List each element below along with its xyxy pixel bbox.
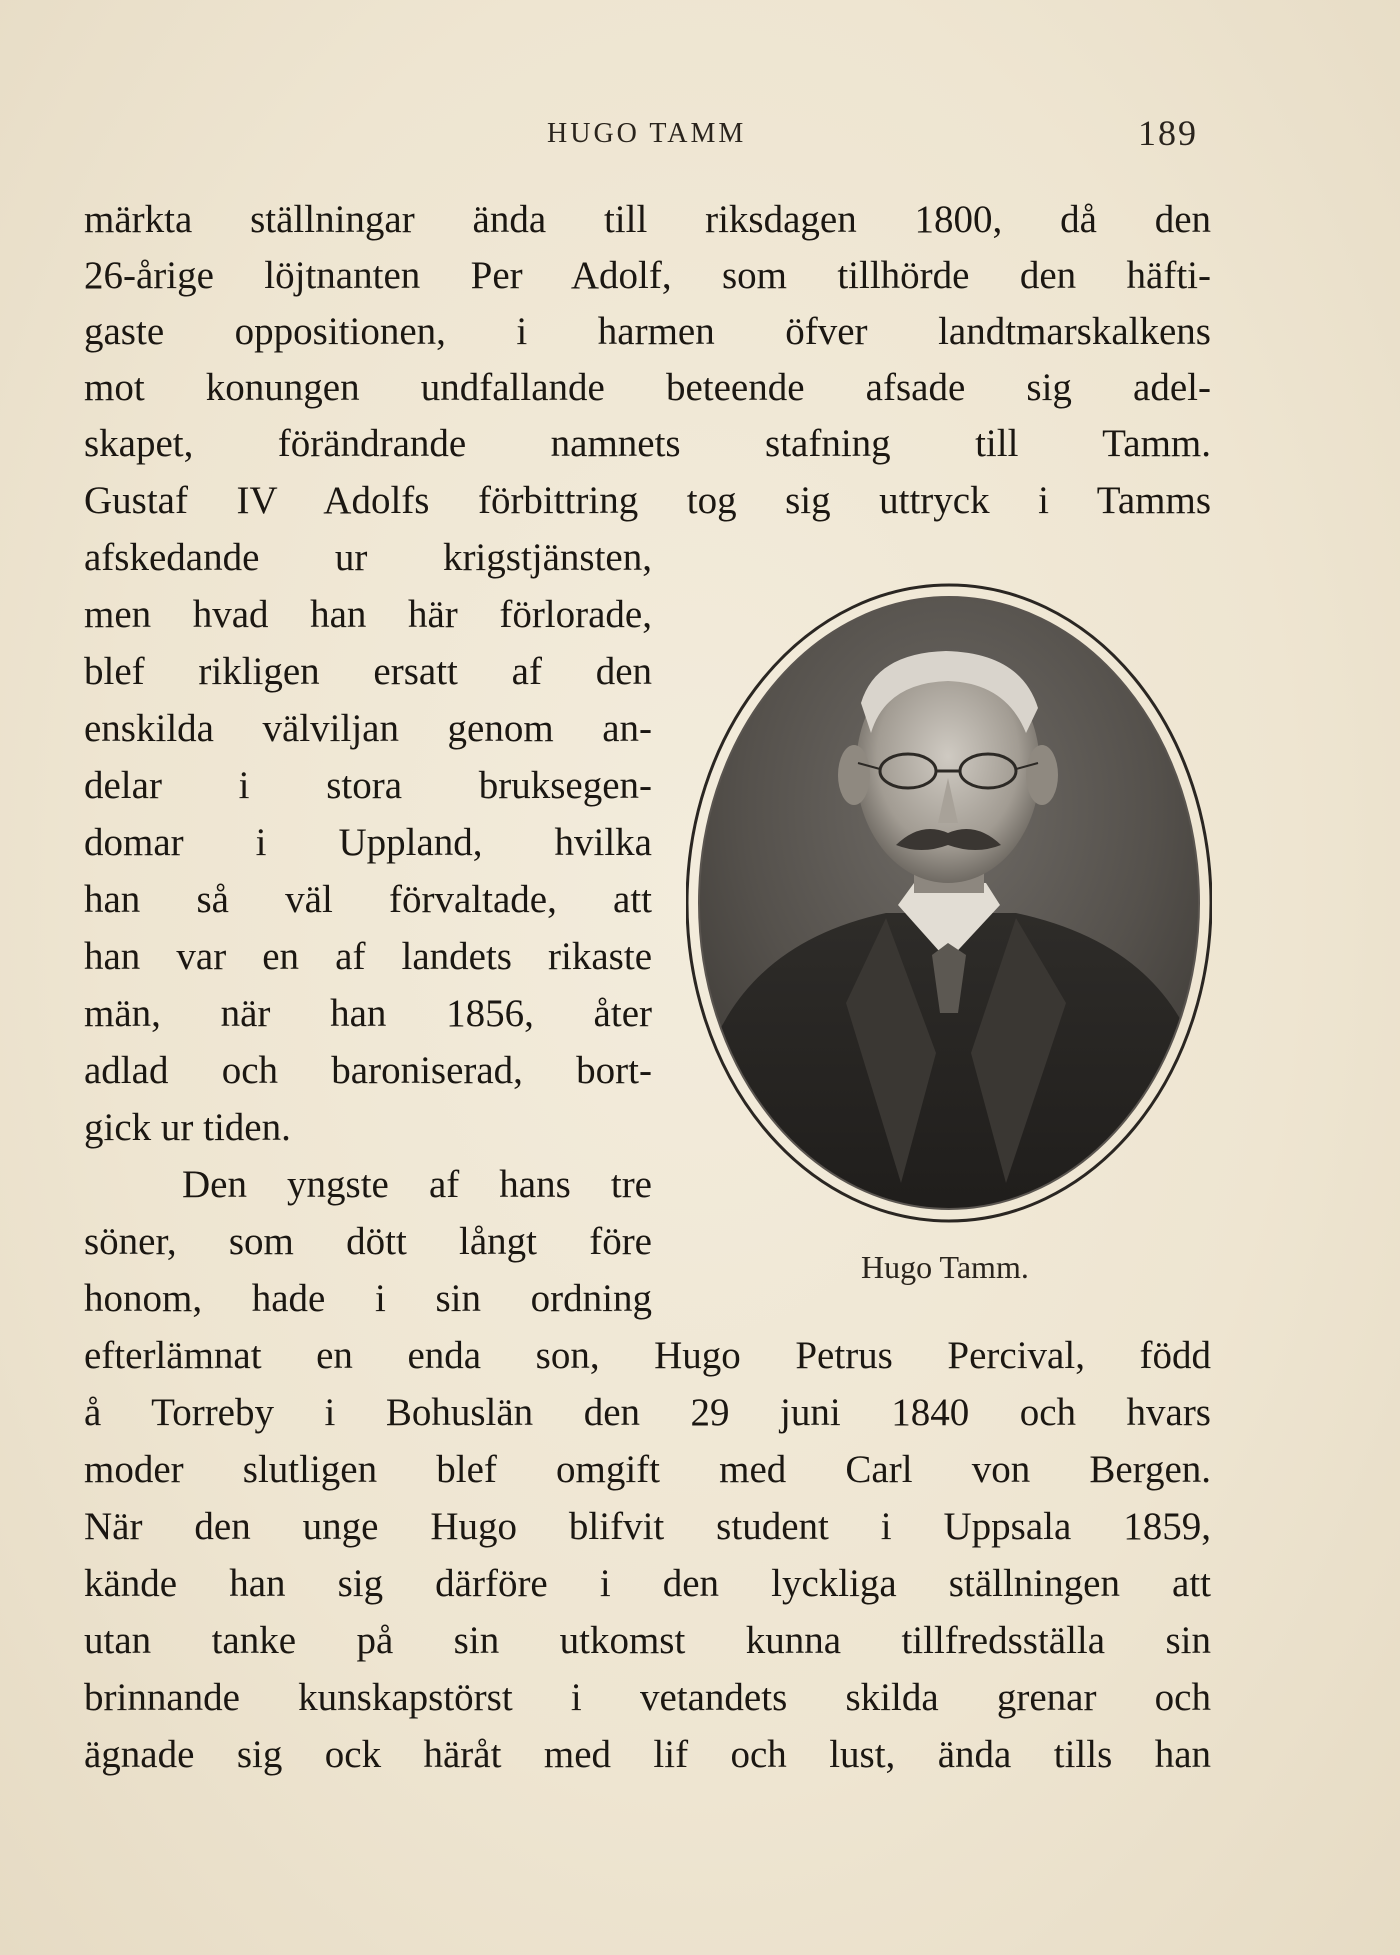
page-number: 189 — [1138, 113, 1198, 153]
text-line-22: å Torreby i Bohuslän den 29 juni 1840 och hvars — [84, 1391, 1211, 1434]
text-line-12: domar i Uppland, hvilka — [84, 821, 652, 864]
text-line-28: ägnade sig ock häråt med lif och lust, ända tills han — [84, 1733, 1211, 1776]
text-line-3: gaste oppositionen, i harmen öfver landtmarskalkens — [84, 310, 1211, 353]
text-line-23: moder slutligen blef omgift med Carl von Bergen. — [84, 1448, 1211, 1491]
text-line-17: gick ur tiden. — [84, 1106, 291, 1149]
text-line-16: adlad och baroniserad, bort- — [84, 1049, 652, 1092]
text-line-8: men hvad han här förlorade, — [84, 593, 652, 636]
text-line-26: utan tanke på sin utkomst kunna tillfredsställa sin — [84, 1619, 1211, 1662]
text-line-9: blef rikligen ersatt af den — [84, 650, 652, 693]
text-line-2: 26-årige löjtnanten Per Adolf, som tillhörde den häfti- — [84, 254, 1211, 297]
text-line-18: Den yngste af hans tre — [182, 1163, 652, 1206]
text-line-10: enskilda välviljan genom an- — [84, 707, 652, 750]
text-line-11: delar i stora bruksegen- — [84, 764, 652, 807]
text-line-15: män, när han 1856, åter — [84, 992, 652, 1035]
text-line-20: honom, hade i sin ordning — [84, 1277, 652, 1320]
text-line-19: söner, som dött långt före — [84, 1220, 652, 1263]
text-line-25: kände han sig därföre i den lyckliga ställningen att — [84, 1562, 1211, 1605]
portrait-photo — [686, 583, 1212, 1223]
text-line-13: han så väl förvaltade, att — [84, 878, 652, 921]
text-line-27: brinnande kunskapstörst i vetandets skilda grenar och — [84, 1676, 1211, 1719]
figure-caption: Hugo Tamm. — [861, 1249, 1029, 1285]
running-header: HUGO TAMM — [547, 118, 747, 149]
text-line-4: mot konungen undfallande beteende afsade sig adel- — [84, 366, 1211, 409]
text-line-5: skapet, förändrande namnets stafning till Tamm. — [84, 422, 1211, 465]
text-line-14: han var en af landets rikaste — [84, 935, 652, 978]
text-line-7: afskedande ur krigstjänsten, — [84, 536, 652, 579]
text-line-24: När den unge Hugo blifvit student i Uppsala 1859, — [84, 1505, 1211, 1548]
text-line-6: Gustaf IV Adolfs förbittring tog sig uttryck i Tamms — [84, 479, 1211, 522]
text-line-1: märkta ställningar ända till riksdagen 1800, då den — [84, 198, 1211, 241]
text-line-21: efterlämnat en enda son, Hugo Petrus Percival, född — [84, 1334, 1211, 1377]
